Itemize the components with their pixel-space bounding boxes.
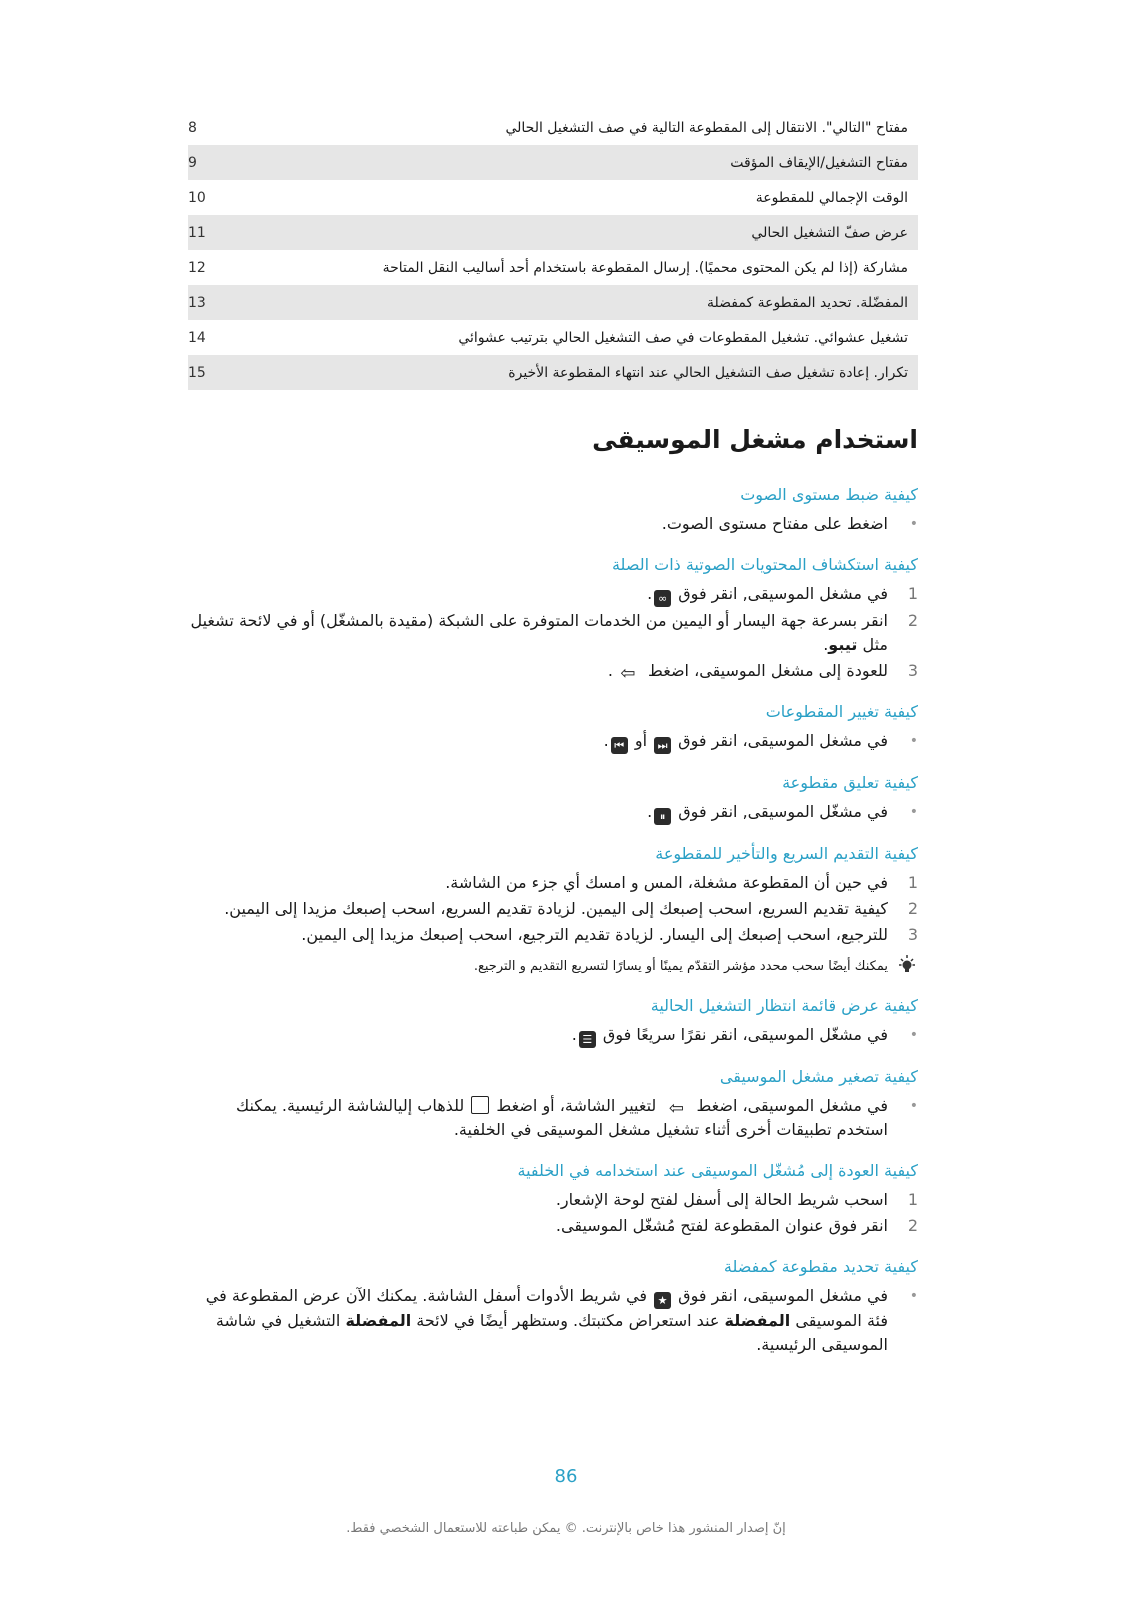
legend-table xyxy=(188,110,918,390)
pause-icon: ⏸ xyxy=(654,808,671,825)
footer-text: إنّ إصدار المنشور هذا خاص بالإنترنت. © يمكن طباعته للاستعمال الشخصي فقط. xyxy=(346,1521,786,1536)
page-title: استخدام مشغل الموسيقى xyxy=(592,425,918,454)
item-text: في مشغل الموسيقى، انقر فوق xyxy=(673,1286,888,1305)
bullet: • xyxy=(909,804,918,820)
item-text: انقر بسرعة جهة اليسار أو اليمين من الخدمات المتوفرة على الشبكة (مقيدة بالمشغّل) أو في لائحة تشغيل xyxy=(190,611,888,630)
bullet: • xyxy=(909,516,918,532)
item-text: في شريط الأدوات أسفل الشاشة. يمكنك الآن عرض المقطوعة في فئة الموسيقى xyxy=(205,1286,888,1330)
legend-num: 8 xyxy=(188,119,197,136)
section-title-explore: كيفية استكشاف المحتويات الصوتية ذات الصلة xyxy=(611,555,918,574)
bullet: • xyxy=(909,1027,918,1043)
legend-row xyxy=(188,145,918,180)
item-text: للترجيع، اسحب إصبعك إلى اليسار. لزيادة تقديم الترجيع، اسحب إصبعك مزيدا إلى اليمين. xyxy=(301,925,888,944)
item-text: . xyxy=(647,584,653,603)
tip xyxy=(188,953,918,979)
item-bold: المفضلة xyxy=(345,1311,412,1330)
section-title-return: كيفية العودة إلى مُشغّل الموسيقى عند استخدامه في الخلفية xyxy=(517,1161,918,1180)
content xyxy=(188,478,918,1359)
section-title-volume: كيفية ضبط مستوى الصوت xyxy=(740,485,918,504)
home-icon xyxy=(471,1096,489,1114)
section-title-favorite: كيفية تحديد مقطوعة كمفضلة xyxy=(723,1257,918,1276)
back-arrow-icon: ⇦ xyxy=(620,663,636,684)
tip-text: يمكنك أيضًا سحب محدد مؤشر التقدّم يمينًا أو يسارًا لتسريع التقديم و الترجيع. xyxy=(473,958,888,974)
list-item xyxy=(188,800,918,825)
item-text: للذهاب إليالشاشة الرئيسية. يمكنك استخدم تطبيقات أخرى أثناء تشغيل مشغل الموسيقى في الخلفية. xyxy=(235,1096,888,1139)
item-text: في مشغّل الموسيقى، انقر نقرًا سريعًا فوق xyxy=(597,1025,888,1044)
legend-num: 13 xyxy=(188,285,226,320)
previous-track-icon: ⏮ xyxy=(611,737,628,754)
next-track-icon: ⏭ xyxy=(654,737,671,754)
legend-num: 9 xyxy=(188,145,226,180)
list-item xyxy=(188,582,918,607)
list-item xyxy=(188,729,918,754)
legend-row xyxy=(188,250,918,285)
legend-text: مشاركة (إذا لم يكن المحتوى محميًا). إرسال المقطوعة باستخدام أحد أساليب النقل المتاحة xyxy=(382,259,908,276)
item-bold: تيبو xyxy=(828,635,858,654)
list-item xyxy=(188,923,918,947)
legend-num: 10 xyxy=(188,189,206,206)
list-item xyxy=(188,659,918,683)
item-text: في مشغل الموسيقى، انقر فوق xyxy=(673,731,888,750)
bullet: • xyxy=(909,733,918,749)
item-text: كيفية تقديم السريع، اسحب إصبعك إلى اليمين. لزيادة تقديم السريع، اسحب إصبعك مزيدا إلى اليمين. xyxy=(224,899,888,918)
legend-row xyxy=(188,320,918,355)
item-text: في مشغل الموسيقى، اضغط xyxy=(691,1096,888,1115)
item-text: . xyxy=(823,635,829,654)
step-number: 3 xyxy=(907,661,918,680)
section-title-minimize: كيفية تصغير مشغل الموسيقى xyxy=(719,1067,918,1086)
page-number: 86 xyxy=(554,1466,578,1487)
legend-text: مفتاح "التالي". الانتقال إلى المقطوعة التالية في صف التشغيل الحالي xyxy=(505,119,908,136)
item-text: لتغيير الشاشة، أو اضغط xyxy=(491,1096,662,1115)
legend-num: 14 xyxy=(188,329,206,346)
list-item xyxy=(188,512,918,536)
infinity-icon: ∞ xyxy=(654,590,671,607)
legend-num: 11 xyxy=(188,215,226,250)
bullet: • xyxy=(909,1288,918,1304)
step-number: 2 xyxy=(907,1216,918,1235)
item-text: مثل xyxy=(857,635,888,654)
item-text: . xyxy=(607,661,613,680)
legend-row xyxy=(188,285,918,320)
step-number: 3 xyxy=(907,925,918,944)
legend-row xyxy=(188,355,918,390)
legend-row xyxy=(188,110,918,145)
item-text: التشغيل في شاشة الموسيقى الرئيسية. xyxy=(215,1311,888,1354)
legend-text: الوقت الإجمالي للمقطوعة xyxy=(755,189,908,206)
star-icon: ★ xyxy=(654,1292,671,1309)
item-text: للعودة إلى مشغل الموسيقى، اضغط xyxy=(642,661,888,680)
step-number: 2 xyxy=(907,611,918,630)
item-text: عند استعراض مكتبتك. وستظهر أيضًا في لائحة xyxy=(411,1311,725,1330)
item-text: في مشغل الموسيقى, انقر فوق xyxy=(673,584,888,603)
list-item xyxy=(188,609,918,657)
legend-text: تشغيل عشوائي. تشغيل المقطوعات في صف التشغيل الحالي بترتيب عشوائي xyxy=(458,329,908,346)
item-text: في مشغّل الموسيقى, انقر فوق xyxy=(673,802,888,821)
legend-text: المفضّلة. تحديد المقطوعة كمفضلة xyxy=(226,285,918,320)
back-arrow-icon: ⇦ xyxy=(668,1098,684,1119)
legend-text: مفتاح التشغيل/الإيقاف المؤقت xyxy=(226,145,918,180)
step-number: 1 xyxy=(907,873,918,892)
list-item xyxy=(188,897,918,921)
legend-text: عرض صفّ التشغيل الحالي xyxy=(226,215,918,250)
legend-num: 15 xyxy=(188,355,226,390)
section-title-pause: كيفية تعليق مقطوعة xyxy=(782,773,918,792)
bullet: • xyxy=(909,1098,918,1114)
list-item xyxy=(188,1214,918,1238)
section-title-seek: كيفية التقديم السريع والتأخير للمقطوعة xyxy=(655,844,918,863)
item-text: . xyxy=(571,1025,577,1044)
list-item xyxy=(188,1094,918,1142)
item-text: . xyxy=(603,731,609,750)
item-text: في حين أن المقطوعة مشغلة، المس و امسك أي جزء من الشاشة. xyxy=(445,873,888,892)
step-number: 2 xyxy=(907,899,918,918)
list-item xyxy=(188,1023,918,1048)
legend-text: تكرار. إعادة تشغيل صف التشغيل الحالي عند انتهاء المقطوعة الأخيرة xyxy=(226,355,918,390)
legend-row xyxy=(188,215,918,250)
step-number: 1 xyxy=(907,584,918,603)
legend-row xyxy=(188,180,918,215)
step-number: 1 xyxy=(907,1190,918,1209)
item-text: . xyxy=(647,802,653,821)
item-text: انقر فوق عنوان المقطوعة لفتح مُشغّل الموسيقى. xyxy=(555,1216,888,1235)
list-item xyxy=(188,1284,918,1357)
list-item xyxy=(188,1188,918,1212)
item-text: اسحب شريط الحالة إلى أسفل لفتح لوحة الإشعار. xyxy=(555,1190,888,1209)
queue-list-icon: ☰ xyxy=(579,1031,596,1048)
lightbulb-icon xyxy=(888,953,918,979)
list-item xyxy=(188,871,918,895)
section-title-change: كيفية تغيير المقطوعات xyxy=(765,702,918,721)
item-bold: المفضلة xyxy=(724,1311,791,1330)
item-text: أو xyxy=(629,731,653,750)
legend-num: 12 xyxy=(188,259,206,276)
item-text: اضغط على مفتاح مستوى الصوت. xyxy=(661,514,888,533)
section-title-queue: كيفية عرض قائمة انتظار التشغيل الحالية xyxy=(650,996,918,1015)
